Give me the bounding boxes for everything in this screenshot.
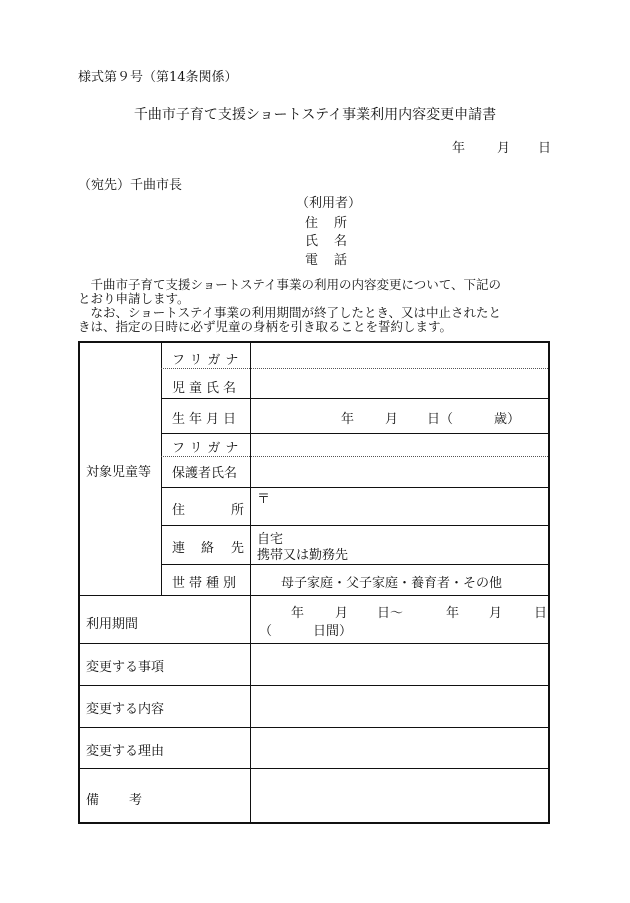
contact-field[interactable] — [251, 526, 548, 564]
date-month: 月 — [497, 141, 511, 156]
period-year-1: 年 — [291, 606, 305, 621]
change-item-field[interactable] — [251, 644, 548, 685]
applicant-address-label-1: 住 — [305, 216, 319, 231]
remarks-label-1: 備 — [86, 793, 100, 808]
age-unit: 歳） — [494, 412, 521, 427]
address-label-2: 所 — [231, 503, 245, 518]
remarks-label-2: 考 — [129, 793, 143, 808]
guardian-furigana-label: フリガナ — [172, 441, 244, 456]
change-reason-field[interactable] — [251, 728, 548, 768]
guardian-furigana-field[interactable] — [251, 434, 548, 456]
application-date — [452, 137, 551, 156]
applicant-heading: （利用者） — [296, 196, 362, 211]
applicant-name-label-1: 氏 — [305, 234, 319, 249]
period-year-2: 年 — [446, 606, 460, 621]
address-label-1: 住 — [172, 503, 186, 518]
label-text: フリガナ — [172, 353, 244, 368]
period-days-unit: 日間） — [313, 624, 353, 639]
date-day: 日 — [538, 141, 552, 156]
contact-label-3: 先 — [231, 541, 245, 556]
period-month-2: 月 — [489, 606, 503, 621]
guardian-name-label: 保護者氏名 — [172, 466, 238, 481]
paragraph-line: なお、ショートステイ事業の利用期間が終了したとき、又は中止されたと — [78, 305, 502, 320]
addressee: （宛先）千曲市長 — [78, 178, 183, 193]
applicant-name-label-2: 名 — [334, 234, 348, 249]
application-form-table — [78, 341, 550, 824]
document-title: 千曲市子育て支援ショートステイ事業利用内容変更申請書 — [133, 107, 497, 123]
period-days-open: （ — [259, 624, 273, 639]
applicant-phone-label-2: 話 — [334, 253, 348, 268]
contact-label-2: 絡 — [201, 541, 215, 556]
period-day-1: 日～ — [377, 606, 404, 621]
guardian-name-field[interactable] — [251, 457, 548, 487]
address-field[interactable] — [251, 488, 548, 525]
birth-day-unit: 日（ — [427, 412, 454, 427]
birth-year-unit: 年 — [341, 412, 355, 427]
birth-month-unit: 月 — [385, 412, 399, 427]
period-day-2: 日 — [534, 606, 548, 621]
contact-home-label: 自宅 — [257, 532, 284, 547]
contact-label-1: 連 — [172, 541, 186, 556]
paragraph-line: 千曲市子育て支援ショートステイ事業の利用の内容変更について、下記の — [78, 277, 502, 292]
change-item-label: 変更する事項 — [86, 660, 165, 675]
contact-mobile-label: 携帯又は勤務先 — [257, 548, 349, 563]
change-reason-label: 変更する理由 — [86, 744, 165, 759]
household-type-field[interactable] — [251, 565, 548, 595]
postal-mark: 〒 — [257, 492, 271, 507]
declaration-paragraph — [78, 278, 552, 334]
form-number: 様式第９号（第14条関係） — [78, 70, 238, 85]
paragraph-line: きは、指定の日時に必ず児童の身柄を引き取ることを誓約します。 — [78, 319, 453, 334]
birth-date-label: 生年月日 — [172, 412, 241, 427]
applicant-phone-label-1: 電 — [305, 253, 319, 268]
applicant-address-label-2: 所 — [334, 216, 348, 231]
household-options: 母子家庭・父子家庭・養育者・その他 — [281, 576, 503, 591]
date-year: 年 — [452, 141, 466, 156]
child-furigana-label — [172, 349, 244, 368]
child-furigana-field[interactable] — [251, 344, 548, 368]
period-month-1: 月 — [335, 606, 349, 621]
usage-period-label: 利用期間 — [86, 617, 139, 632]
child-name-field[interactable] — [251, 369, 548, 398]
paragraph-line: とおり申請します。 — [78, 291, 190, 306]
household-label: 世帯種別 — [172, 576, 241, 591]
usage-period-field[interactable] — [251, 596, 548, 643]
birth-date-field[interactable] — [251, 399, 548, 433]
target-child-section-label: 対象児童等 — [86, 465, 152, 480]
remarks-field[interactable] — [251, 769, 548, 824]
change-content-field[interactable] — [251, 686, 548, 727]
change-content-label: 変更する内容 — [86, 702, 165, 717]
child-name-label: 児童氏名 — [172, 381, 241, 396]
